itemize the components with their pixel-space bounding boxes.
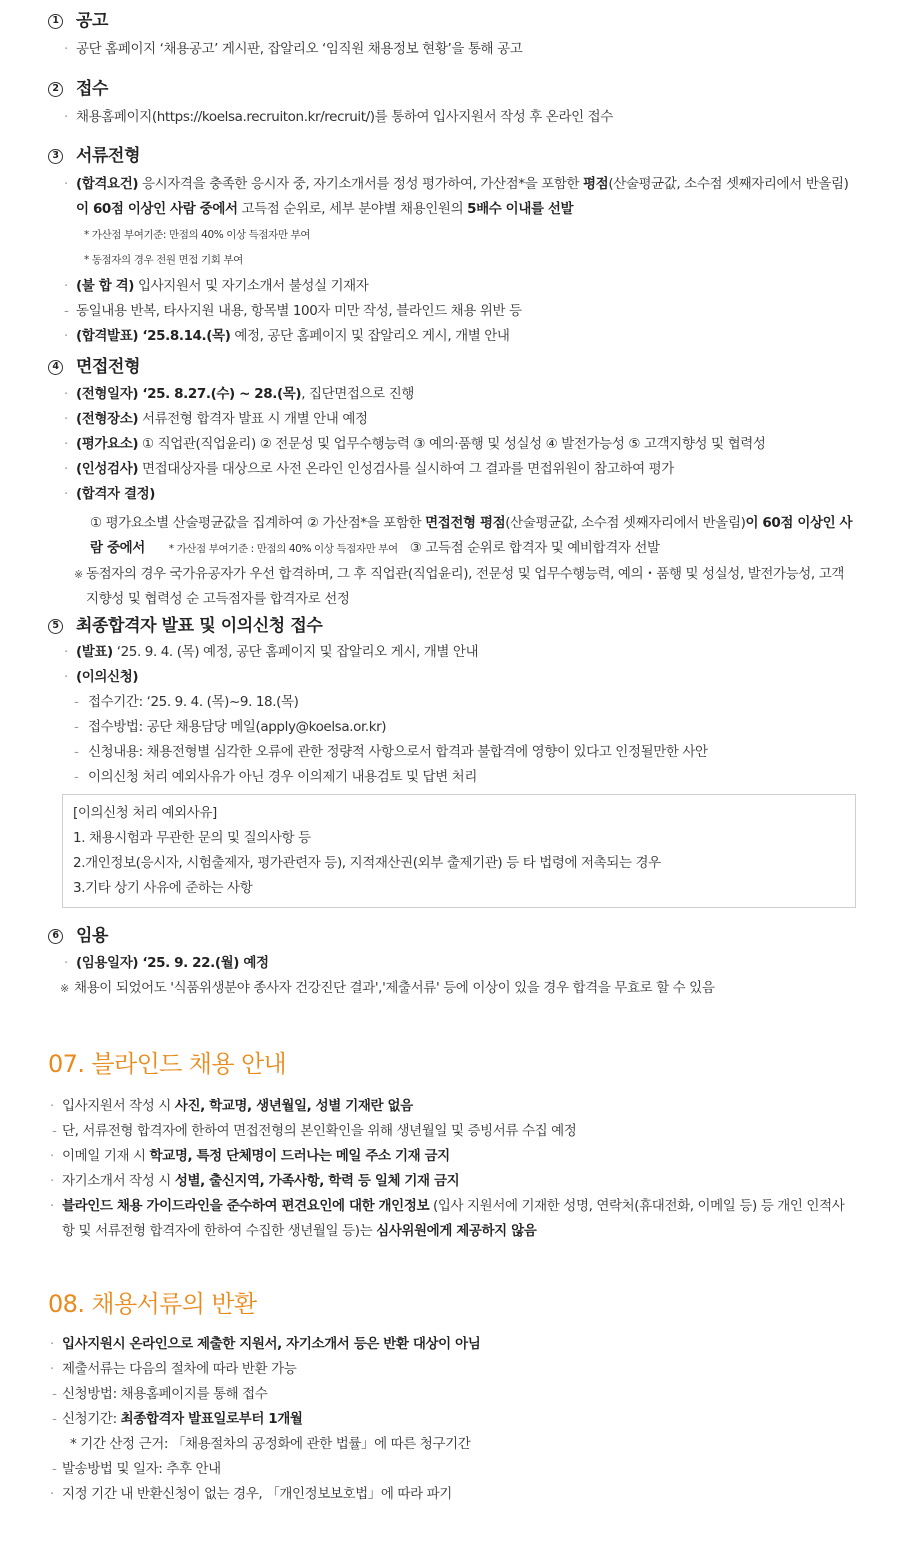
text-bold: 심사위원에게 제공하지 않음: [376, 1223, 537, 1239]
list-item-text: 공단 홈페이지 ‘채용공고’ 게시판, 잡알리오 ‘임직원 채용정보 현황’을 통해 공고: [76, 41, 523, 57]
text-bold: 평점: [583, 176, 609, 192]
section-title: 07. 블라인드 채용 안내: [48, 1050, 287, 1078]
label-objection: (이의신청): [76, 669, 139, 685]
text-bold: 입사지원시 온라인으로 제출한 지원서, 자기소개서 등은 반환 대상이 아님: [62, 1336, 481, 1352]
text: (산술평균값, 소수점 셋째자리에서 반올림): [608, 176, 849, 192]
text: 이메일 기재 시: [62, 1148, 150, 1164]
bullet-mark: ·: [50, 1098, 54, 1114]
list-item: [48, 105, 900, 130]
step-final-announcement: [48, 613, 900, 908]
bullet-mark: ·: [50, 1336, 54, 1352]
list-item: [48, 765, 900, 790]
text: ① 평가요소별 산술평균값을 집계하여 ② 가산점*을 포함한: [90, 515, 426, 531]
bullet-mark: ·: [64, 109, 68, 125]
list-item: [48, 665, 900, 690]
list-item: [48, 1094, 900, 1119]
text-bold: 이 60점 이상인 사람 중에서: [90, 515, 853, 556]
step-title: 임용: [76, 925, 109, 946]
list-item: [48, 382, 900, 407]
bullet-mark: ·: [64, 411, 68, 427]
text-bold: 사진, 학교명, 생년월일, 성별 기재란 없음: [174, 1098, 413, 1114]
list-item: [48, 1357, 900, 1382]
list-item: [48, 1457, 900, 1482]
dash-mark: -: [52, 1386, 57, 1402]
text: ‘25. 9. 4. (목) 예정, 공단 홈페이지 및 잡알리오 게시, 개별 안내: [112, 644, 479, 660]
reference-mark: ※: [60, 982, 69, 995]
box-item: 2.개인정보(응시자, 시험출제자, 평가관련자 등), 지적재산권(외부 출제기관) 등 타 법령에 저촉되는 경우: [73, 855, 661, 871]
step-number-badge: 6: [48, 929, 63, 944]
tie-rule-note: [48, 562, 900, 612]
footnote: * 동점자의 경우 전원 면접 기회 부여: [84, 254, 243, 266]
label-evaluation-factors: (평가요소): [76, 436, 139, 452]
step-number-badge: 4: [48, 360, 63, 375]
bullet-mark: ·: [64, 328, 68, 344]
list-item: [48, 299, 900, 324]
text: ③ 고득점 순위로 합격자 및 예비합격자 선발: [409, 540, 660, 556]
footnote-inline: * 가산점 부여기준 : 만점의 40% 이상 득점자만 부여: [168, 543, 398, 555]
list-item: [48, 951, 900, 976]
text-bold: 이 60점 이상인 사람 중에서: [76, 201, 238, 217]
dash-mark: -: [74, 744, 79, 760]
step-interview: [48, 354, 900, 612]
bullet-mark: ·: [50, 1198, 54, 1214]
label-fail: (불 합 격): [76, 278, 135, 294]
text: (산술평균값, 소수점 셋째자리에서 반올림): [505, 515, 746, 531]
section-blind-recruitment: [48, 1044, 900, 1244]
list-item: [48, 1332, 900, 1357]
list-item: [48, 740, 900, 765]
dash-mark: -: [52, 1123, 57, 1139]
text-bold: 학교명, 특정 단체명이 드러나는 메일 주소 기재 금지: [149, 1148, 450, 1164]
text: 면접대상자를 대상으로 사전 온라인 인성검사를 실시하여 그 결과를 면접위원이 참고하여 평가: [138, 461, 674, 477]
text: 채용이 되었어도 '식품위생분야 종사자 건강진단 결과','제출서류' 등에 이상이 있을 경우 합격을 무효로 할 수 있음: [74, 980, 715, 996]
list-item: [48, 1407, 900, 1432]
dash-mark: -: [74, 769, 79, 785]
list-item: [48, 1119, 900, 1144]
objection-exception-box: [62, 794, 856, 908]
box-title: [이의신청 처리 예외사유]: [73, 805, 217, 821]
appointment-note: [48, 976, 900, 1001]
step-heading: [48, 8, 900, 34]
dash-mark: -: [52, 1461, 57, 1477]
step-announcement: [48, 8, 900, 62]
list-item: [48, 715, 900, 740]
list-item: [48, 407, 900, 432]
bullet-mark: ·: [64, 436, 68, 452]
list-item: [48, 457, 900, 482]
text-bold: 면접전형 평점: [425, 515, 506, 531]
label-announcement: (발표): [76, 644, 113, 660]
text: 접수방법: 공단 채용담당 메일(apply@koelsa.or.kr): [88, 719, 387, 735]
bullet-mark: ·: [50, 1148, 54, 1164]
text: 신청내용: 채용전형별 심각한 오류에 관한 정량적 사항으로서 합격과 불합격에 영향이 있다고 인정될만한 사안: [88, 744, 708, 760]
list-item: [48, 1194, 900, 1244]
text-bold: 블라인드 채용 가이드라인을 준수하여 편견요인에 대한 개인정보: [62, 1198, 430, 1214]
label-interview-date: (전형일자) ‘25. 8.27.(수) ~ 28.(목): [76, 386, 302, 402]
text: 응시자격을 충족한 응시자 중, 자기소개서를 정성 평가하여, 가산점*을 포함한: [138, 176, 584, 192]
step-heading: [48, 76, 900, 102]
label-pass-requirement: (합격요건): [76, 176, 139, 192]
list-item: [48, 1382, 900, 1407]
text: 단, 서류전형 합격자에 한하여 면접전형의 본인확인을 위해 생년월일 및 증빙서류 수집 예정: [62, 1123, 577, 1139]
label-interview-place: (전형장소): [76, 411, 139, 427]
step-number-badge: 2: [48, 82, 63, 97]
reference-mark: ※: [74, 568, 83, 581]
list-item: [48, 690, 900, 715]
bullet-mark: ·: [64, 486, 68, 502]
list-item: [48, 324, 900, 349]
dash-mark: -: [74, 694, 79, 710]
text: (입사 지원서에 기재한 성명, 연락처(휴대전화, 이메일 등) 등 개인 인적사항 및 서류전형 합격자에 한하여 수집한 생년월일 등)는: [62, 1198, 845, 1239]
step-appointment: [48, 923, 900, 1001]
label-decision: (합격자 결정): [76, 486, 156, 502]
step-heading: [48, 354, 900, 380]
label-pass-announcement: (합격발표) ‘25.8.14.(목): [76, 328, 231, 344]
text-bold: 5배수 이내를 선발: [467, 201, 574, 217]
text-bold: 성별, 출신지역, 가족사항, 학력 등 일체 기재 금지: [174, 1173, 460, 1189]
step-number-badge: 3: [48, 149, 63, 164]
text: 서류전형 합격자 발표 시 개별 안내 예정: [138, 411, 368, 427]
text: 지정 기간 내 반환신청이 없는 경우, 「개인정보보호법」에 따라 파기: [62, 1486, 452, 1502]
list-item: [48, 274, 900, 299]
list-item-text: 채용홈페이지(https://koelsa.recruiton.kr/recruit/)를 통하여 입사지원서 작성 후 온라인 접수: [76, 109, 613, 125]
step-title: 최종합격자 발표 및 이의신청 접수: [76, 615, 323, 636]
text: 제출서류는 다음의 절차에 따라 반환 가능: [62, 1361, 297, 1377]
text: 자기소개서 작성 시: [62, 1173, 175, 1189]
dash-mark: -: [64, 303, 69, 319]
dash-mark: -: [74, 719, 79, 735]
label-personality-test: (인성검사): [76, 461, 139, 477]
text: 이의신청 처리 예외사유가 아닌 경우 이의제기 내용검토 및 답변 처리: [88, 769, 477, 785]
bullet-mark: ·: [64, 644, 68, 660]
step-title: 서류전형: [76, 145, 141, 166]
text: 신청기간:: [62, 1411, 121, 1427]
decision-detail: [48, 511, 900, 562]
list-item: [48, 37, 900, 62]
bullet-mark: ·: [50, 1361, 54, 1377]
box-item: 1. 채용시험과 무관한 문의 및 질의사항 등: [73, 830, 311, 846]
step-title: 접수: [76, 78, 109, 99]
step-number-badge: 1: [48, 14, 63, 29]
step-title: 면접전형: [76, 356, 141, 377]
footnote: * 가산점 부여기준: 만점의 40% 이상 득점자만 부여: [84, 229, 311, 241]
section-document-return: [48, 1284, 900, 1507]
legal-basis-note: * 기간 산정 근거: 「채용절차의 공정화에 관한 법률」에 따른 청구기간: [70, 1436, 471, 1452]
list-item: [48, 1144, 900, 1169]
text-bold: 최종합격자 발표일로부터 1개월: [120, 1411, 303, 1427]
box-item: 3.기타 상기 사유에 준하는 사항: [73, 880, 253, 896]
step-application: [48, 76, 900, 130]
text: ① 직업관(직업윤리) ② 전문성 및 업무수행능력 ③ 예의·품행 및 성실성 ④ 발전가능성 ⑤ 고객지향성 및 협력성: [138, 436, 766, 452]
list-item: [48, 482, 900, 507]
bullet-mark: ·: [50, 1173, 54, 1189]
text: 입사지원서 및 자기소개서 불성실 기재자: [134, 278, 369, 294]
bullet-mark: ·: [50, 1486, 54, 1502]
bullet-mark: ·: [64, 669, 68, 685]
step-document-screening: [48, 143, 900, 349]
bullet-mark: ·: [64, 41, 68, 57]
text: , 집단면접으로 진행: [301, 386, 414, 402]
section-title: 08. 채용서류의 반환: [48, 1290, 257, 1318]
step-heading: [48, 923, 900, 949]
step-title: 공고: [76, 10, 109, 31]
bullet-mark: ·: [64, 955, 68, 971]
step-heading: [48, 613, 900, 639]
text: 접수기간: ‘25. 9. 4. (목)~9. 18.(목): [88, 694, 299, 710]
text: 발송방법 및 일자: 추후 안내: [62, 1461, 221, 1477]
label-appointment-date: (임용일자) ‘25. 9. 22.(월) 예정: [76, 955, 269, 971]
text: 신청방법: 채용홈페이지를 통해 접수: [62, 1386, 268, 1402]
step-number-badge: 5: [48, 619, 63, 634]
list-item: [48, 1482, 900, 1507]
text: 동점자의 경우 국가유공자가 우선 합격하며, 그 후 직업관(직업윤리), 전문성 및 업무수행능력, 예의・품행 및 성실성, 발전가능성, 고객지향성 및 협력성 순 고득점자를 합격자로 선정: [86, 566, 844, 607]
bullet-mark: ·: [64, 461, 68, 477]
bullet-mark: ·: [64, 386, 68, 402]
text: 고득점 순위로, 세부 분야별 채용인원의: [237, 201, 468, 217]
dash-mark: -: [52, 1411, 57, 1427]
bullet-mark: ·: [64, 278, 68, 294]
bullet-mark: ·: [64, 176, 68, 192]
list-item: [48, 640, 900, 665]
text: 입사지원서 작성 시: [62, 1098, 175, 1114]
step-heading: [48, 143, 900, 169]
list-item: [48, 1169, 900, 1194]
text: 동일내용 반복, 타사지원 내용, 항목별 100자 미만 작성, 블라인드 채용 위반 등: [76, 303, 522, 319]
list-item: [48, 172, 900, 222]
text: 예정, 공단 홈페이지 및 잡알리오 게시, 개별 안내: [230, 328, 510, 344]
list-item: [48, 432, 900, 457]
